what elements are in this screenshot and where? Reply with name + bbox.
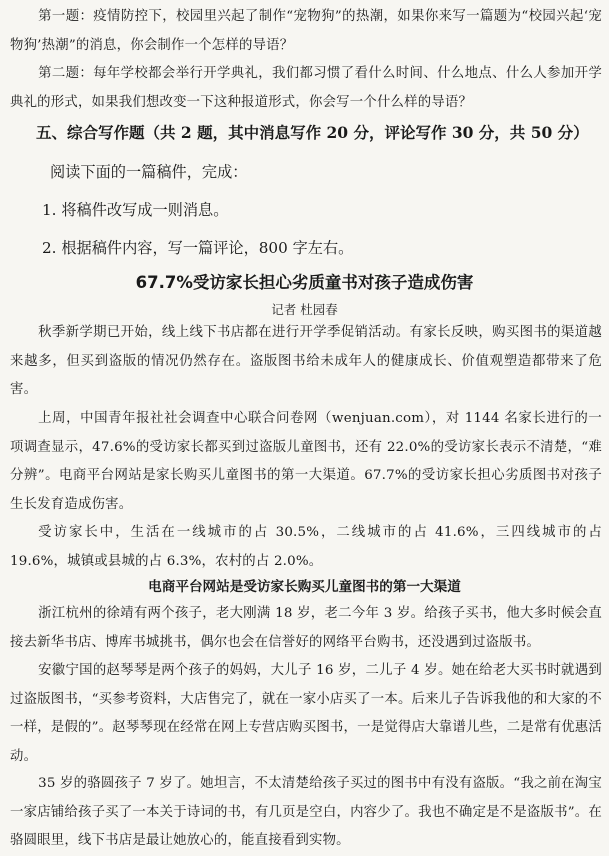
section-heading: 五、综合写作题（共 2 题，其中消息写作 20 分，评论写作 30 分，共 50 分） — [36, 123, 589, 142]
question-2: 第二题：每年学校都会举行开学典礼，我们都习惯了看什么时间、什么地点、什么人参加开学典礼的形式，如果我们想改变一下这种报道形式，你会写一个什么样的导语？ — [10, 66, 602, 110]
instruction: 阅读下面的一篇稿件，完成： — [50, 163, 248, 181]
task-1: 1. 将稿件改写成一则消息。 — [42, 201, 229, 219]
article-paragraph-1: 秋季新学期已开始，线上线下书店都在进行开学季促销活动。有家长反映，购买图书的渠道越来越多，但买到盗版的情况仍然存在。盗版图书给未成年人的健康成长、价值观塑造都带来了危害。 — [10, 325, 602, 397]
task-2: 2. 根据稿件内容，写一篇评论，800 字左右。 — [42, 239, 354, 257]
article-paragraph-2: 上周，中国青年报社社会调查中心联合问卷网（wenjuan.com），对 1144 名家长进行的一项调查显示，47.6%的受访家长都买到过盗版儿童图书，还有 22.0%的受访家长表示不清楚，“难分辨”。电商平台网站是家长购买儿童图书的第一大渠道。67.7%的受访家长担心劣质图书对孩子生长发育造成伤害。 — [10, 411, 602, 512]
question-1: 第一题：疫情防控下，校园里兴起了制作“宠物狗”的热潮，如果你来写一篇题为“校园兴起‘宠物狗’热潮”的消息，你会制作一个怎样的导语？ — [10, 9, 602, 53]
article-byline: 记者 杜园春 — [271, 302, 338, 317]
article-paragraph-5: 安徽宁国的赵琴琴是两个孩子的妈妈，大儿子 16 岁，二儿子 4 岁。她在给老大买书时就遇到过盗版图书，“买参考资料，大店售完了，就在一家小店买了一本。后来儿子告诉我他的和大家的不一样，是假的”。赵琴琴现在经常在网上专营店购买图书，一是觉得店大靠谱儿些，二是常有优惠活动。 — [10, 663, 602, 764]
article-paragraph-6: 35 岁的骆圆孩子 7 岁了。她坦言，不太清楚给孩子买过的图书中有没有盗版。“我之前在淘宝一家店铺给孩子买了一本关于诗词的书，有几页是空白，内容少了。我也不确定是不是盗版书”。在骆圆眼里，线下书店是最让她放心的，能直接看到实物。 — [10, 776, 602, 848]
article-paragraph-4: 浙江杭州的徐靖有两个孩子，老大刚满 18 岁，老二今年 3 岁。给孩子买书，他大多时候会直接去新华书店、博库书城挑书，偶尔也会在信誉好的网络平台购书，还没遇到过盗版书。 — [10, 606, 602, 650]
article-subheading: 电商平台网站是受访家长购买儿童图书的第一大渠道 — [148, 579, 461, 595]
article-paragraph-3: 受访家长中，生活在一线城市的占 30.5%，二线城市的占 41.6%，三四线城市的占 19.6%，城镇或县城的占 6.3%，农村的占 2.0%。 — [10, 525, 602, 569]
article-title: 67.7%受访家长担心劣质童书对孩子造成伤害 — [135, 273, 474, 292]
